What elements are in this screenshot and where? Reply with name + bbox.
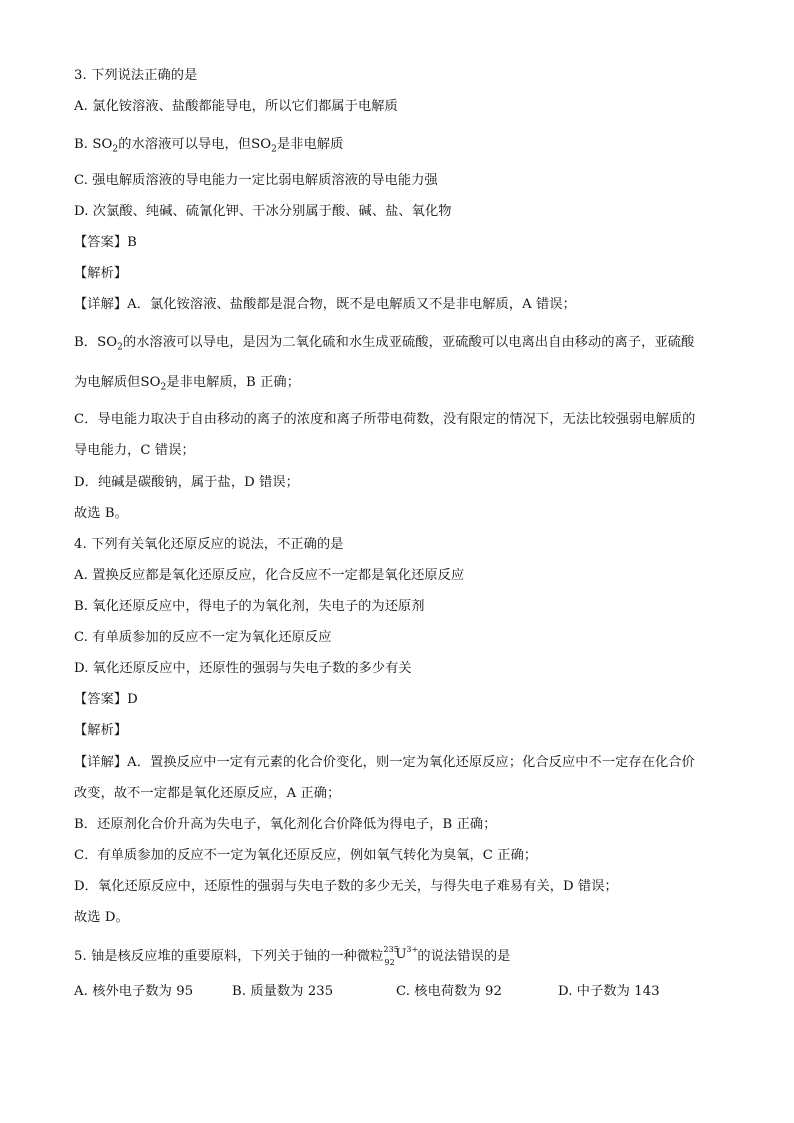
- q3-detail-a: 【详解】A．氯化铵溶液、盐酸都是混合物，既不是电解质又不是非电解质，A 错误；: [74, 297, 576, 312]
- q3-option-c: C. 强电解质溶液的导电能力一定比弱电解质溶液的导电能力强: [74, 173, 438, 188]
- q4-analysis-heading: 【解析】: [74, 723, 128, 738]
- q4-option-b: B. 氧化还原反应中，得电子的为氧化剂，失电子的为还原剂: [74, 599, 425, 614]
- q3-option-d: D. 次氯酸、纯碱、硫氰化钾、干冰分别属于酸、碱、盐、氧化物: [74, 204, 452, 219]
- q5-option-d: D. 中子数为 143: [558, 984, 660, 999]
- q4-detail-a-line2: 改变，故不一定都是氧化还原反应，A 正确；: [74, 786, 341, 801]
- q4-detail-c: C．有单质参加的反应不一定为氧化还原反应，例如氧气转化为臭氧，C 正确；: [74, 848, 538, 863]
- q4-stem: 4. 下列有关氧化还原反应的说法，不正确的是: [74, 537, 344, 552]
- q4-answer: 【答案】D: [74, 692, 138, 707]
- q3-stem: 3. 下列说法正确的是: [74, 68, 198, 83]
- q3-detail-c-line2: 导电能力，C 错误；: [74, 443, 195, 458]
- q5-option-a: A. 核外电子数为 95: [74, 984, 194, 999]
- q4-detail-b: B．还原剂化合价升高为失电子，氧化剂化合价降低为得电子，B 正确；: [74, 817, 497, 832]
- q4-detail-d: D．氧化还原反应中，还原性的强弱与失电子数的多少无关，与得失电子难易有关，D 错误；: [74, 879, 618, 894]
- q3-option-b: B. $SO_2$的水溶液可以导电，但$SO_2$是非电解质: [74, 137, 344, 155]
- q3-analysis-heading: 【解析】: [74, 266, 128, 281]
- q4-option-d: D. 氧化还原反应中，还原性的强弱与失电子数的多少有关: [74, 661, 412, 676]
- q5-option-c: C. 核电荷数为 92: [396, 984, 503, 999]
- uranium-ion-notation: 235 92 U 3+: [383, 945, 419, 967]
- q3-detail-d: D．纯碱是碳酸钠，属于盐，D 错误；: [74, 475, 299, 490]
- q3-detail-c-line1: C．导电能力取决于自由移动的离子的浓度和离子所带电荷数，没有限定的情况下，无法比较强弱电解质的: [74, 412, 696, 427]
- q5-stem: 5. 铀是核反应堆的重要原料，下列关于铀的一种微粒 235 92 U 3+ 的说法错误的是: [74, 945, 511, 967]
- q3-option-a: A. 氯化铵溶液、盐酸都能导电，所以它们都属于电解质: [74, 99, 398, 114]
- q3-conclusion: 故选 B。: [74, 506, 128, 521]
- q3-answer: 【答案】B: [74, 235, 137, 250]
- q4-detail-a-line1: 【详解】A．置换反应中一定有元素的化合价变化，则一定为氧化还原反应；化合反应中不一定存在化合价: [74, 755, 695, 770]
- q4-conclusion: 故选 D。: [74, 910, 129, 925]
- q4-option-c: C. 有单质参加的反应不一定为氧化还原反应: [74, 630, 332, 645]
- q4-option-a: A. 置换反应都是氧化还原反应，化合反应不一定都是氧化还原反应: [74, 568, 465, 583]
- q5-option-b: B. 质量数为 235: [232, 984, 334, 999]
- q3-detail-b-line1: B．$SO_2$的水溶液可以导电，是因为二氧化硫和水生成亚硫酸，亚硫酸可以电离出自由移动的离子，亚硫酸: [74, 335, 695, 353]
- q3-detail-b-line2: 为电解质但$SO_2$是非电解质，B 正确；: [74, 375, 300, 393]
